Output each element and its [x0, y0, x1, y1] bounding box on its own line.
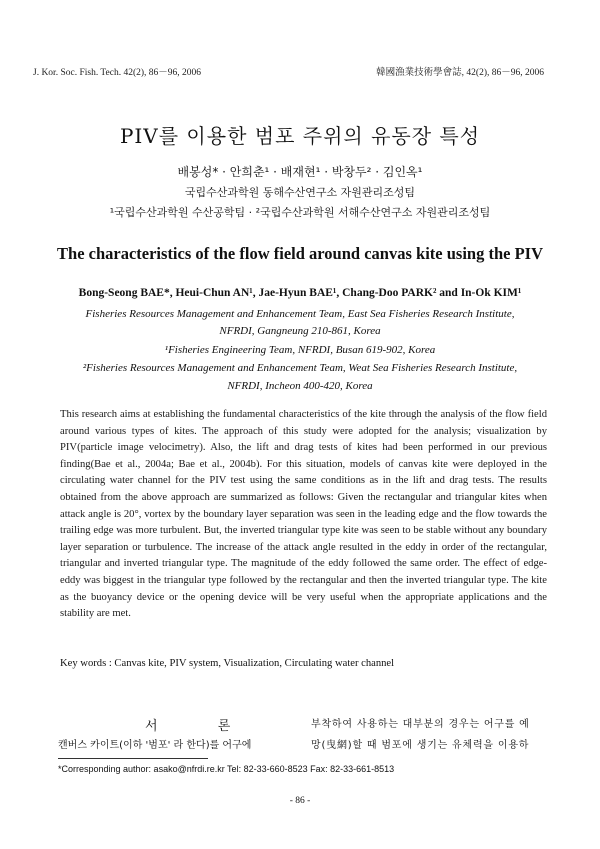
journal-header-left: J. Kor. Soc. Fish. Tech. 42(2), 86－96, 2006: [33, 68, 202, 78]
footnote-divider: [58, 758, 208, 759]
authors-korean: 배봉성* · 안희춘¹ · 배재현¹ · 박창두² · 김인옥¹: [177, 165, 423, 179]
page-number: - 86 -: [289, 796, 311, 806]
body-right-column-line-2: 망(曳網)할 때 범포에 생기는 유체력을 이용하: [311, 740, 530, 751]
authors-english: Bong-Seong BAE*, Heui-Chun AN¹, Jae-Hyun BAE¹, Chang-Doo PARK² and In-Ok KIM¹: [78, 287, 522, 299]
affiliation-english-3: ¹Fisheries Engineering Team, NFRDI, Busan 619-902, Korea: [164, 344, 436, 356]
corresponding-author-footnote: *Corresponding author: asako@nfrdi.re.kr Tel: 82-33-660-8523 Fax: 82-33-661-8513: [58, 764, 395, 774]
affiliation-english-4: ²Fisheries Resources Management and Enhancement Team, Weat Sea Fisheries Research Institute,: [82, 362, 518, 374]
body-right-column-line-1: 부착하여 사용하는 대부분의 경우는 어구를 예: [311, 719, 530, 730]
journal-header-right: 韓國漁業技術學會誌, 42(2), 86－96, 2006: [376, 68, 544, 78]
abstract-paragraph: This research aims at establishing the fundamental characteristics of the kite through the analysis of the flow field around various types of kites. The approach of this study were adopted for the analysis; visualization by PIV(particle image velocimetry). Also, the lift and drag tests of kites had been performed in our previous finding(Bae et al., 2004a; Bae et al., 2004b). For this situation, models of canvas kite were deployed in the circulating water channel for the PIV test using the same conditions as in the lift and drag tests. The results obtained from the above approach are summarized as follows: Given the rectangular and triangular kites when attack angle is 20°, vortex by the boundary layer separation was seen in the leading edge and the flow towards the trailing edge was more turbulent. But, the inverted triangular type kite was seen to be stable without any boundary layer separation or turbulence. The increase of the attack angle resulted in the eddy in order of the rectangular, triangular and inverted triangular type. The magnitude of the eddy followed the same order. The effect of edge-eddy was biggest in the triangular type followed by the rectangular and then the inverted triangular type. The kite as the buoyancy device or the opening device will be very useful when the appropriate applications and the stability are met.: [60, 409, 547, 620]
affiliation-english-1: Fisheries Resources Management and Enhancement Team, East Sea Fisheries Research Institute,: [85, 308, 515, 320]
affiliation-english-2: NFRDI, Gangneung 210-861, Korea: [219, 325, 381, 337]
title-korean: PIV를 이용한 범포 주위의 유동장 특성: [119, 124, 481, 148]
affiliation-english-5: NFRDI, Incheon 400-420, Korea: [227, 380, 373, 392]
section-title-introduction: 서 론: [145, 719, 259, 734]
title-english: The characteristics of the flow field around canvas kite using the PIV: [57, 244, 543, 263]
keywords: Key words : Canvas kite, PIV system, Visualization, Circulating water channel: [60, 658, 395, 669]
affiliation-korean-1: 국립수산과학원 동해수산연구소 자원관리조성팀: [184, 186, 416, 199]
affiliation-korean-2: ¹국립수산과학원 수산공학팀 · ²국립수산과학원 서해수산연구소 자원관리조성팀: [109, 206, 491, 219]
body-left-column-line: 캔버스 카이트(이하 '범포' 라 한다)를 어구에: [58, 740, 252, 751]
